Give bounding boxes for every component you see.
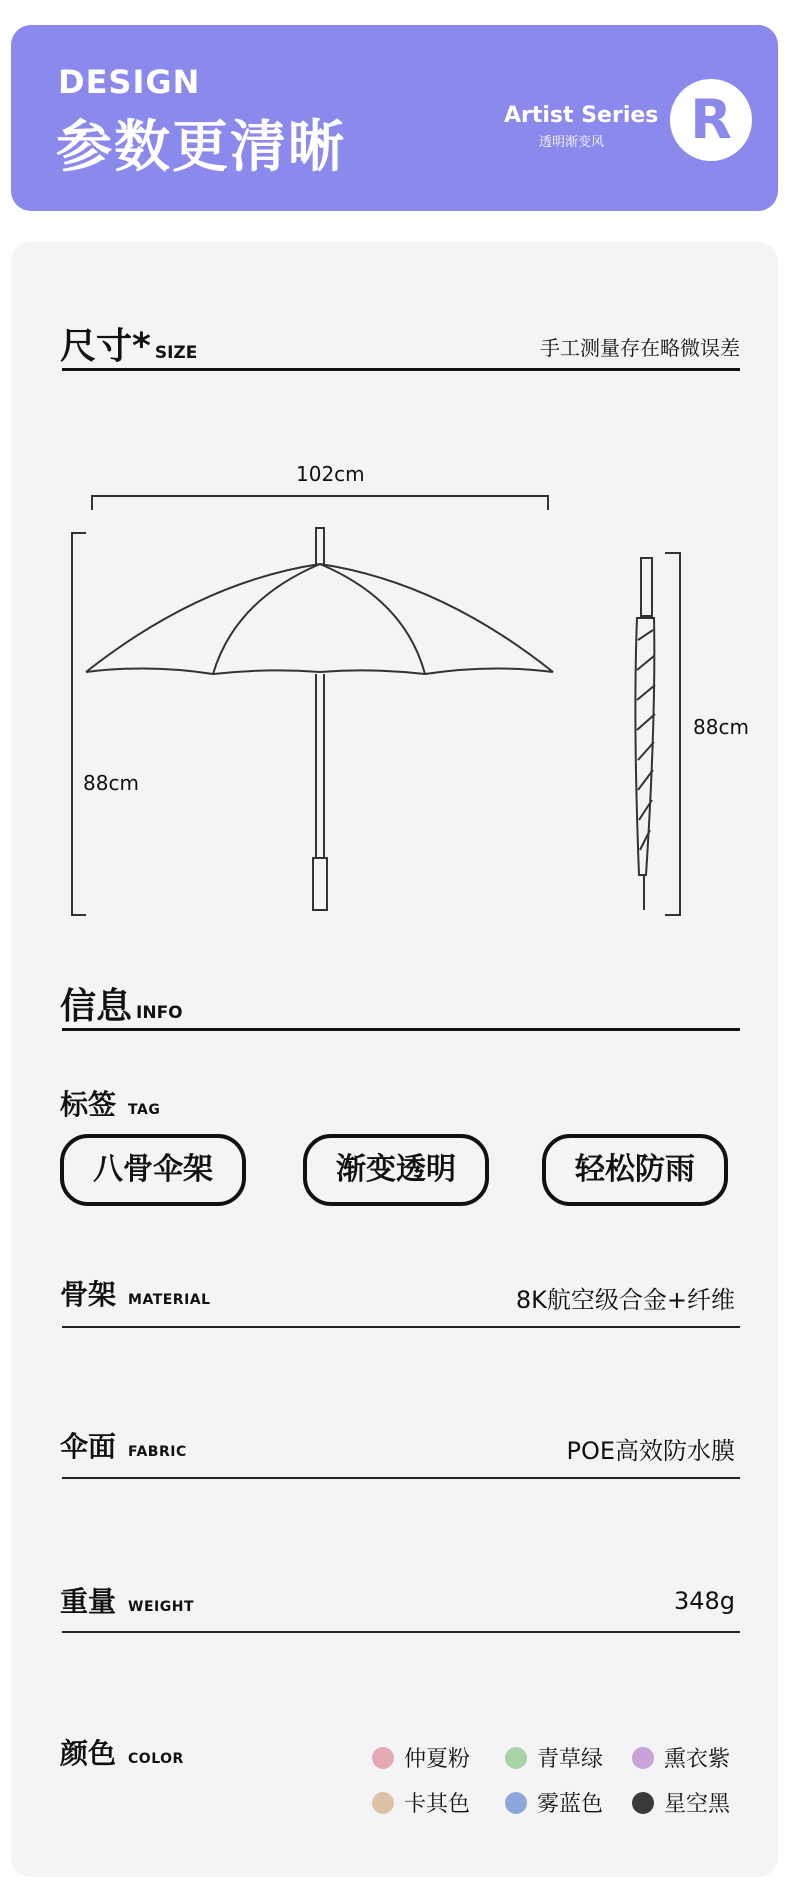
tag-pill: 渐变透明 <box>303 1134 489 1206</box>
info-section-title <box>60 978 183 1029</box>
fabric-label-en: FABRIC <box>128 1444 187 1460</box>
brand-logo: R <box>670 79 752 161</box>
width-dimension-bracket <box>92 496 548 510</box>
series-name: Artist Series <box>504 103 659 128</box>
color-dot <box>372 1792 394 1814</box>
color-label-en: COLOR <box>128 1751 184 1767</box>
weight-label-cn: 重量 <box>60 1585 117 1618</box>
material-divider <box>62 1326 740 1328</box>
tag-pill: 轻松防雨 <box>542 1134 728 1206</box>
weight-divider <box>62 1631 740 1633</box>
color-name: 熏衣紫 <box>664 1747 731 1772</box>
width-label: 102cm <box>296 462 365 486</box>
color-label-cn: 颜色 <box>60 1737 117 1770</box>
umbrella-canopy-hem <box>86 668 553 674</box>
size-title-cn: 尺寸* <box>60 326 151 367</box>
color-label <box>60 1732 184 1772</box>
measurement-note: 手工测量存在略微误差 <box>540 336 740 360</box>
series-subtitle: 透明渐变风 <box>539 135 605 150</box>
fabric-divider <box>62 1477 740 1479</box>
open-height-bracket <box>72 533 86 915</box>
umbrella-tip <box>316 528 324 564</box>
umbrella-canopy-outline <box>86 564 553 672</box>
color-dot <box>505 1747 527 1769</box>
tag-label-en: TAG <box>128 1102 161 1118</box>
banner-title-cn: 参数更清晰 <box>56 115 346 180</box>
color-name: 雾蓝色 <box>537 1792 604 1817</box>
color-option <box>505 1742 603 1773</box>
umbrella-canopy-ribs <box>213 564 425 674</box>
color-name: 卡其色 <box>404 1792 471 1817</box>
info-title-cn: 信息 <box>60 986 133 1027</box>
fabric-label-cn: 伞面 <box>60 1430 117 1463</box>
color-option <box>505 1787 603 1818</box>
umbrella-shaft <box>316 674 324 858</box>
weight-label-en: WEIGHT <box>128 1599 194 1615</box>
closed-height-label: 88cm <box>693 715 749 739</box>
open-height-label: 88cm <box>83 771 139 795</box>
umbrella-diagram <box>0 0 790 940</box>
color-dot <box>632 1792 654 1814</box>
color-option <box>632 1787 730 1818</box>
color-name: 青草绿 <box>537 1747 604 1772</box>
closed-height-bracket <box>665 553 680 915</box>
material-value: 8K航空级合金+纤维 <box>515 1286 735 1314</box>
umbrella-handle <box>313 858 327 910</box>
fabric-label <box>60 1425 187 1465</box>
color-option <box>372 1787 470 1818</box>
closed-umbrella-body <box>635 618 654 875</box>
weight-label <box>60 1580 194 1620</box>
color-dot <box>632 1747 654 1769</box>
weight-value: 348g <box>673 1587 735 1615</box>
fabric-value: POE高效防水膜 <box>566 1437 735 1465</box>
color-dot <box>505 1792 527 1814</box>
color-dot <box>372 1747 394 1769</box>
tag-pill: 八骨伞架 <box>60 1134 246 1206</box>
material-label <box>60 1273 211 1313</box>
info-title-en: INFO <box>136 1003 183 1023</box>
color-option <box>372 1742 470 1773</box>
color-option <box>632 1742 730 1773</box>
material-label-cn: 骨架 <box>60 1278 117 1311</box>
color-name: 仲夏粉 <box>404 1747 471 1772</box>
material-label-en: MATERIAL <box>128 1292 211 1308</box>
size-title-en: SIZE <box>154 343 198 363</box>
info-divider <box>62 1028 740 1031</box>
tag-label <box>60 1083 160 1123</box>
tag-label-cn: 标签 <box>60 1088 117 1121</box>
color-name: 星空黑 <box>664 1792 731 1817</box>
banner-title-en: DESIGN <box>58 63 201 101</box>
closed-umbrella-handle <box>641 558 652 616</box>
